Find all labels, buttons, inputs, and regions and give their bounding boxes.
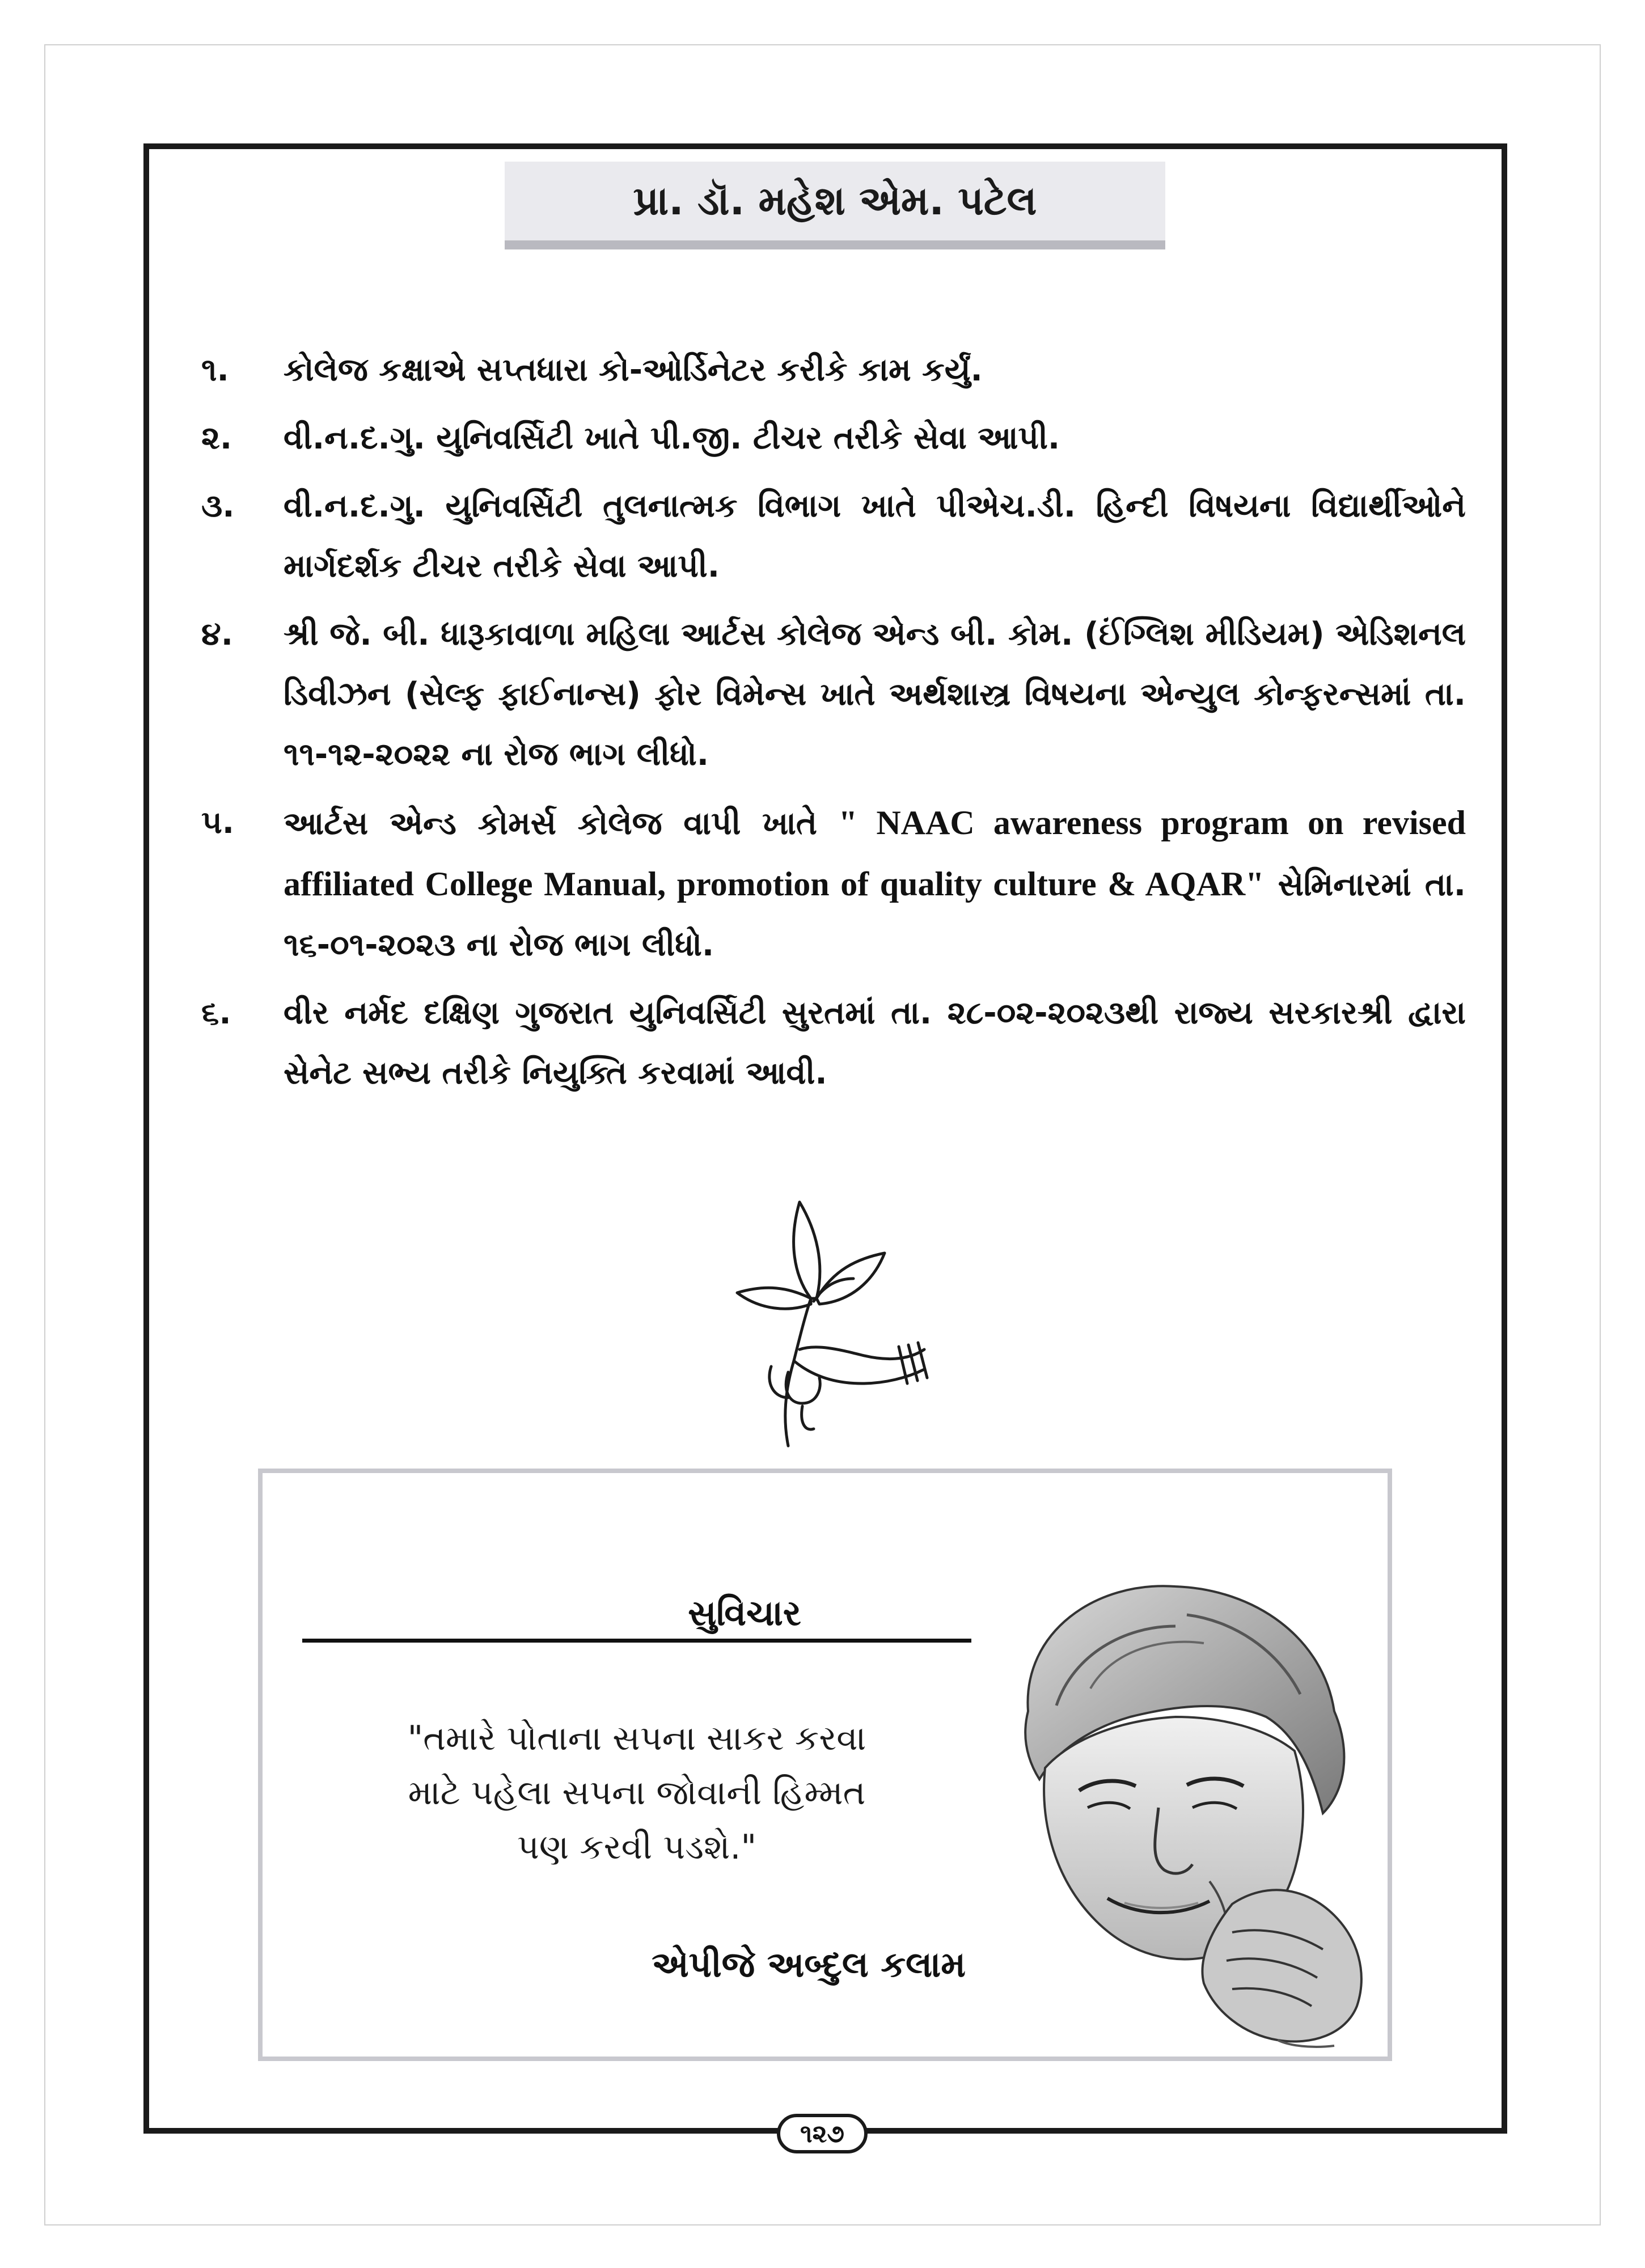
item-number: ૧. — [201, 352, 229, 388]
list-item — [201, 793, 1466, 975]
item-text: શ્રી જે. બી. ધારૂકાવાળા મહિલા આર્ટસ કોલેજ એન્ડ બી. કોમ. (ઈંગ્લિશ મીડિયમ) એડિશનલ ડિવીઝન (સેલ્ફ ફાઈનાન્સ) ફોર વિમેન્સ ખાતે અર્થશાસ્ત્ર વિષયના એન્યુલ કોન્ફરન્સમાં તા. ૧૧-૧૨-૨૦૨૨ ના રોજ ભાગ લીધો. — [284, 616, 1466, 773]
list-item — [201, 408, 1466, 468]
item-number: ૫. — [201, 804, 235, 841]
quote-text — [353, 1711, 920, 1875]
quote-line: પણ કરવી પડશે." — [517, 1827, 757, 1867]
quote-heading: સુવિચાર — [688, 1592, 801, 1634]
quote-heading-underline — [302, 1639, 971, 1643]
page-title: પ્રા. ડૉ. મહેશ એમ. પટેલ — [633, 177, 1037, 224]
item-text-english: " NAAC awareness program on revised affiliated College Manual, promotion of quality culture & AQAR" — [284, 804, 1466, 903]
item-text-pre: આર્ટસ એન્ડ કોમર્સ કોલેજ વાપી ખાતે — [284, 805, 839, 842]
quote-line: માટે પહેલા સપના જોવાની હિમ્મત — [408, 1773, 866, 1813]
item-text: વી.ન.દ.ગુ. યુનિવર્સિટી તુલનાત્મક વિભાગ ખાતે પીએચ.ડી. હિન્દી વિષયના વિદ્યાર્થીઓને માર્ગદર્શક ટીચર તરીકે સેવા આપી. — [284, 488, 1466, 585]
page-number: ૧૨૭ — [777, 2114, 868, 2153]
list-item — [201, 476, 1466, 596]
list-item — [201, 983, 1466, 1103]
item-number: ૩. — [201, 488, 235, 524]
item-number: ૪. — [201, 616, 233, 653]
quote-box — [258, 1469, 1392, 2061]
quote-author: એપીજે અબ્દુલ કલામ — [652, 1944, 966, 1985]
item-number: ૨. — [201, 420, 232, 456]
item-number: ૬. — [201, 995, 231, 1031]
list-item — [201, 340, 1466, 400]
item-text — [284, 793, 1466, 975]
list-item — [201, 604, 1466, 785]
hand-holding-flower-icon — [703, 1179, 941, 1452]
item-text: વીર નર્મદ દક્ષિણ ગુજરાત યુનિવર્સિટી સુરતમાં તા. ૨૮-૦૨-૨૦૨૩થી રાજ્ય સરકારશ્રી દ્વારા સેનેટ સભ્ય તરીકે નિયુક્તિ કરવામાં આવી. — [284, 995, 1466, 1091]
item-text-post: સેમિનારમાં તા. ૧૬-૦૧-૨૦૨૩ ના રોજ ભાગ લીધો. — [284, 866, 1466, 963]
item-text: કોલેજ કક્ષાએ સપ્તધારા કો-ઓર્ડિનેટર કરીકે કામ કર્યું. — [284, 352, 983, 388]
achievement-list — [201, 340, 1466, 1111]
title-box — [505, 162, 1165, 249]
item-text: વી.ન.દ.ગુ. યુનિવર્સિટી ખાતે પી.જી. ટીચર તરીકે સેવા આપી. — [284, 420, 1060, 456]
quote-line: "તમારે પોતાના સપના સાકર કરવા — [407, 1719, 866, 1758]
portrait-sketch-icon — [960, 1564, 1380, 2051]
